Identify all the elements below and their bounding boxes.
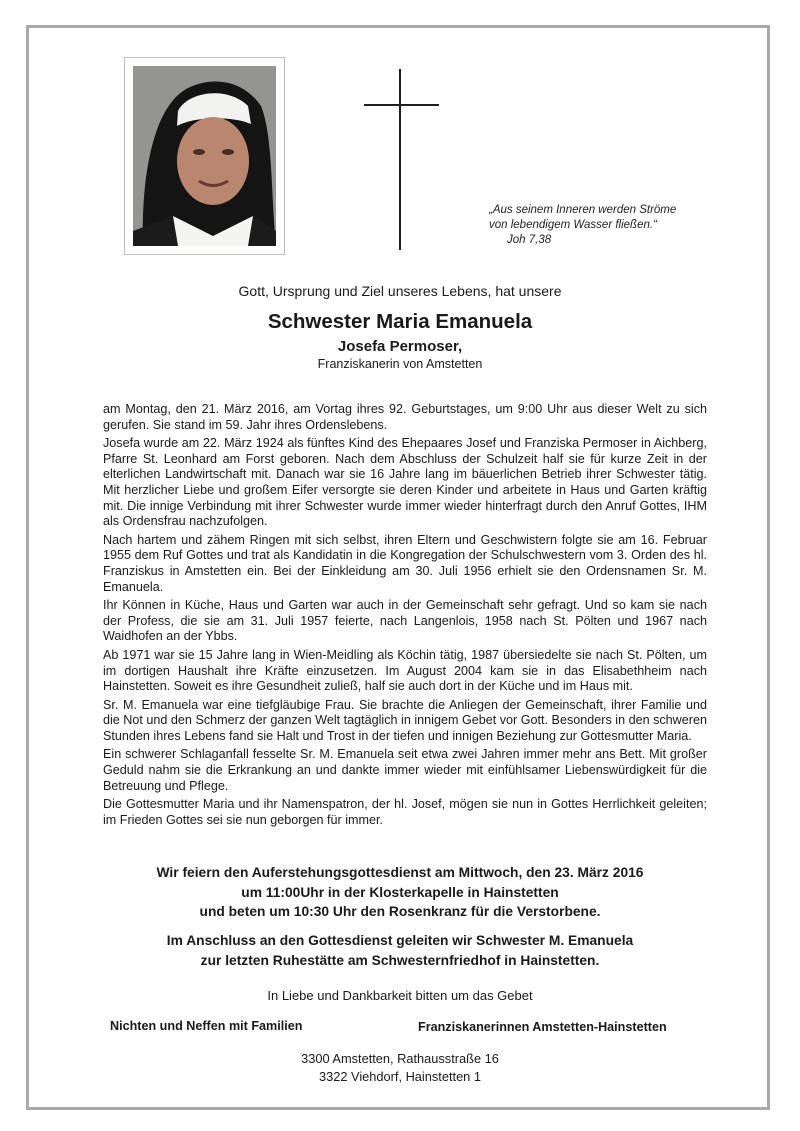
biography-paragraph: Ihr Können in Küche, Haus und Garten war auch in der Gemeinschaft sehr gefragt. Und so kam sie nach der Profess, die sie am 31. Juli 1957 feierte, nach Langenlois, 1958 nach St. Pölten und 1967 nach Waidhofen an der Ybbs. [103,598,707,644]
portrait-image [133,66,276,246]
prayer-request: In Liebe und Dankbarkeit bitten um das Gebet [267,988,533,1003]
addresses [0,1050,800,1086]
address-line: 3300 Amstetten, Rathausstraße 16 [301,1051,499,1066]
religious-order: Franziskanerin von Amstetten [317,357,483,371]
biography-paragraph: Ab 1971 war sie 15 Jahre lang in Wien-Meidling als Köchin tätig, 1987 übersiedelte sie nach St. Pölten, um im dortigen Haushalt ihre Kräfte einzusetzen. Im August 2004 kam sie in das Elisabethheim nach Hainstetten. Soweit es ihre Gesundheit zuließ, half sie auch dort in der Küche und im Haus mit. [103,647,707,694]
biography-paragraph: Nach hartem und zähem Ringen mit sich selbst, ihren Eltern und Geschwistern folgte sie am 16. Februar 1955 dem Ruf Gottes und trat als Kandidatin in die Kongregation der Schulschwestern vom 3. Orden des hl. Franziskus in Amstetten ein. Bei der Einkleidung am 30. Juli 1956 erhielt sie den Ordensnamen Sr. M. Emanuela. [103,532,707,594]
biography-paragraph: Sr. M. Emanuela war eine tiefgläubige Frau. Sie brachte die Anliegen der Gemeinschaft, ihrer Familie und die Not und den Schmerz der ganzen Welt tagtäglich in innigem Gebet vor Gott. Besonders in den schweren Stunden ihres Lebens fand sie Halt und Trost in der tiefen und innigen Beziehung zur Gottesmutter Maria. [103,697,707,743]
biography-paragraph: Josefa wurde am 22. März 1924 als fünftes Kind des Ehepaares Josef und Franziska Permoser in Aichberg, Pfarre St. Leonhard am Forst geboren. Nach dem Abschluss der Schulzeit half sie für kurze Zeit in der elterlichen Landwirtschaft mit. Danach war sie 16 Jahre lang im bäuerlichen Betrieb ihrer Schwester tätig. Mit herzlicher Liebe und großem Eifer versorgte sie deren Kinder und arbeitete in Haus und Garten kräftig mit. Die innige Verbindung mit ihrer Schwester wurde immer wieder hinterfragt durch den Anruf Gottes, IHM als Ordensfrau nachzufolgen. [103,436,707,529]
service-line-1: Wir feiern den Auferstehungsgottesdienst am Mittwoch, den 23. März 2016 [156,865,644,880]
cross-vertical [399,69,401,250]
biography-paragraph: Ein schwerer Schlaganfall fesselte Sr. M. Emanuela seit etwa zwei Jahren immer mehr ans Bett. Mit großer Geduld nahm sie die Erkrankung an und dankte immer wieder mit einfühlsamer Liebenswürdigkeit für die Betreuung und Pflege. [103,747,707,793]
portrait-photo [133,66,276,246]
mourners-order: Franziskanerinnen Amstetten-Hainstetten [418,1020,667,1034]
bible-quote [489,203,729,248]
burial-announcement [0,931,800,970]
intro-line: Gott, Ursprung und Ziel unseres Lebens, hat unsere [238,283,562,299]
quote-reference: Joh 7,38 [507,234,552,246]
portrait-frame [124,57,285,255]
biography-paragraph: Die Gottesmutter Maria und ihr Namenspatron, der hl. Josef, mögen sie nun in Gottes Herrlichkeit geleiten; im Frieden Gottes sei sie nun geborgen für immer. [103,797,707,827]
deceased-name: Schwester Maria Emanuela [267,310,533,333]
service-line-2: um 11:00Uhr in der Klosterkapelle in Hainstetten [241,884,559,900]
mourners-family: Nichten und Neffen mit Familien [110,1019,303,1033]
biography [103,402,707,831]
burial-line-1: Im Anschluss an den Gottesdienst geleiten wir Schwester M. Emanuela [166,933,634,948]
biography-paragraph: am Montag, den 21. März 2016, am Vortag ihres 92. Geburtstages, um 9:00 Uhr aus dieser Welt zu sich gerufen. Sie stand im 59. Jahr ihres Ordenslebens. [103,402,707,432]
civil-name: Josefa Permoser, [337,338,463,355]
address-line: 3322 Viehdorf, Hainstetten 1 [319,1069,481,1084]
quote-line-2: von lebendigem Wasser fließen.“ [489,219,657,231]
service-announcement [0,863,800,922]
burial-line-2: zur letzten Ruhestätte am Schwesternfriedhof in Hainstetten. [200,952,600,968]
service-line-3: und beten um 10:30 Uhr den Rosenkranz für die Verstorbene. [199,904,601,919]
cross-horizontal [364,104,439,106]
quote-line-1: „Aus seinem Inneren werden Ströme [489,204,677,216]
